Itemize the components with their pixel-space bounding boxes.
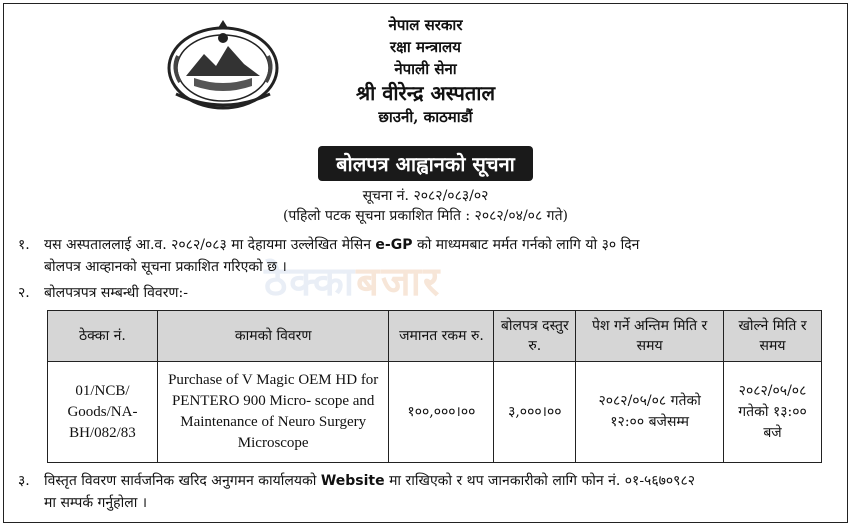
submission-deadline-cell: २०८२/०५/०८ गतेको १२:०० बजेसम्म (576, 362, 724, 463)
letterhead (4, 14, 847, 128)
paragraph-line2: मा सम्पर्क गर्नुहोला । (44, 495, 148, 511)
bid-fee-cell: ३,०००।०० (494, 362, 576, 463)
paragraph-number: ३. (18, 473, 30, 489)
table-row (48, 362, 822, 463)
paragraph-3 (18, 470, 833, 514)
paragraph-1 (18, 234, 833, 278)
website-text: Website (320, 473, 385, 489)
tender-table (47, 310, 822, 463)
header-submission-deadline: पेश गर्ने अन्तिम मिति र समय (576, 311, 724, 362)
paragraph-text: यस अस्पताललाई आ.व. २०८२/०८३ मा देहायमा उल्लेखित मेसिन (44, 237, 371, 253)
paragraph-text: को माध्यमबाट मर्मत गर्नको लागि यो ३० दिन (416, 237, 640, 253)
army-name: नेपाली सेना (394, 60, 457, 78)
notice-number: सूचना नं. २०८२/०८३/०२ (362, 188, 489, 204)
header-description: कामको विवरण (157, 311, 389, 362)
hospital-name: श्री वीरेन्द्र अस्पताल (355, 81, 496, 105)
egp-text: e-GP (375, 237, 413, 253)
table-header-row (48, 311, 822, 362)
paragraph-line2: बोलपत्र आव्हानको सूचना प्रकाशित गरिएको छ । (44, 259, 287, 275)
paragraph-text: बोलपत्रपत्र सम्बन्धी विवरण:- (44, 285, 188, 301)
notice-title-banner: बोलपत्र आह्वानको सूचना (318, 146, 533, 181)
hospital-location: छाउनी, काठमाडौं (378, 108, 473, 126)
contract-no-cell: 01/NCB/ Goods/NA- BH/082/83 (48, 362, 158, 463)
paragraph-text: मा राखिएको र थप जानकारीको लागि फोन नं. ०१-५६७०९८२ (389, 473, 696, 489)
paragraph-number: २. (18, 285, 30, 301)
notice-info (4, 186, 847, 226)
header-opening: खोल्ने मिति र समय (724, 311, 822, 362)
description-cell: Purchase of V Magic OEM HD for PENTERO 900 Micro- scope and Maintenance of Neuro Surgery Microscope (157, 362, 389, 463)
paragraph-number: १. (18, 237, 30, 253)
notice-page (3, 3, 848, 523)
header-contract-no: ठेक्का नं. (48, 311, 158, 362)
bid-security-cell: १००,०००।०० (389, 362, 494, 463)
header-bid-security: जमानत रकम रु. (389, 311, 494, 362)
opening-cell: २०८२/०५/०८ गतेको १३:०० बजे (724, 362, 822, 463)
govt-name: नेपाल सरकार (388, 16, 463, 34)
header-bid-fee: बोलपत्र दस्तुर रु. (494, 311, 576, 362)
paragraph-text: विस्तृत विवरण सार्वजनिक खरिद अनुगमन कार्यालयको (44, 473, 317, 489)
paragraph-2 (18, 282, 833, 304)
first-published-date: (पहिलो पटक सूचना प्रकाशित मिति : २०८२/०४/०८ गते) (282, 208, 569, 224)
ministry-name: रक्षा मन्त्रालय (390, 38, 461, 56)
watermark-part2: बजार (356, 259, 442, 305)
watermark-part1: ठेक्का (264, 259, 357, 305)
